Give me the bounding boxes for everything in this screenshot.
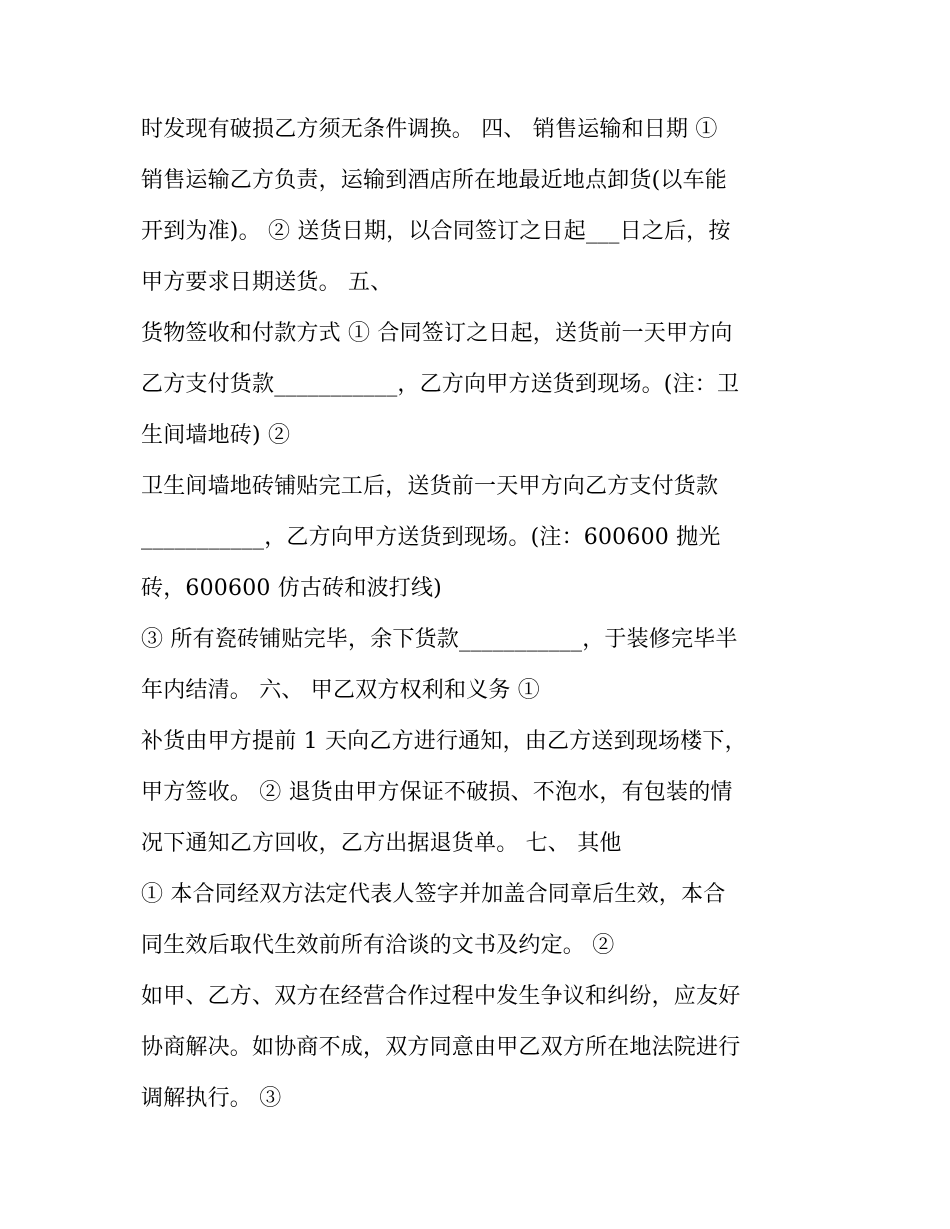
text-line: 同生效后取代生效前所有洽谈的文书及约定。 ② bbox=[141, 933, 615, 958]
text-line: 砖，600600 仿古砖和波打线) bbox=[141, 576, 442, 601]
text-line: 况下通知乙方回收，乙方出据退货单。 七、 其他 bbox=[141, 831, 622, 856]
text-line: 调解执行。 ③ bbox=[141, 1086, 282, 1111]
text-line: 年内结清。 六、 甲乙双方权利和义务 ① bbox=[141, 678, 540, 703]
text-line: 开到为准)。 ② 送货日期，以合同签订之日起___日之后，按 bbox=[141, 219, 731, 244]
text-line: 补货由甲方提前 1 天向乙方进行通知，由乙方送到现场楼下， bbox=[141, 729, 747, 754]
text-line: 甲方要求日期送货。 五、 bbox=[141, 270, 393, 295]
text-line: ③ 所有瓷砖铺贴完毕，余下货款___________，于装修完毕半 bbox=[141, 627, 738, 652]
text-line: 销售运输乙方负责，运输到酒店所在地最近地点卸货(以车能 bbox=[141, 168, 727, 193]
text-line: ___________，乙方向甲方送货到现场。(注：600600 抛光 bbox=[141, 525, 721, 550]
text-line: ① 本合同经双方法定代表人签字并加盖合同章后生效，本合 bbox=[141, 882, 726, 907]
text-line: 生间墙地砖) ② bbox=[141, 423, 291, 448]
text-line: 甲方签收。 ② 退货由甲方保证不破损、不泡水，有包装的情 bbox=[141, 780, 733, 805]
text-line: 协商解决。如协商不成，双方同意由甲乙双方所在地法院进行 bbox=[141, 1035, 741, 1060]
text-line: 卫生间墙地砖铺贴完工后，送货前一天甲方向乙方支付货款 bbox=[141, 474, 719, 499]
text-line: 货物签收和付款方式 ① 合同签订之日起，送货前一天甲方向 bbox=[141, 321, 733, 346]
text-line: 时发现有破损乙方须无条件调换。 四、 销售运输和日期 ① bbox=[141, 117, 718, 142]
text-line: 如甲、乙方、双方在经营合作过程中发生争议和纠纷，应友好 bbox=[141, 984, 741, 1009]
text-line: 乙方支付货款___________，乙方向甲方送货到现场。(注：卫 bbox=[141, 372, 740, 397]
contract-text bbox=[141, 104, 821, 1124]
